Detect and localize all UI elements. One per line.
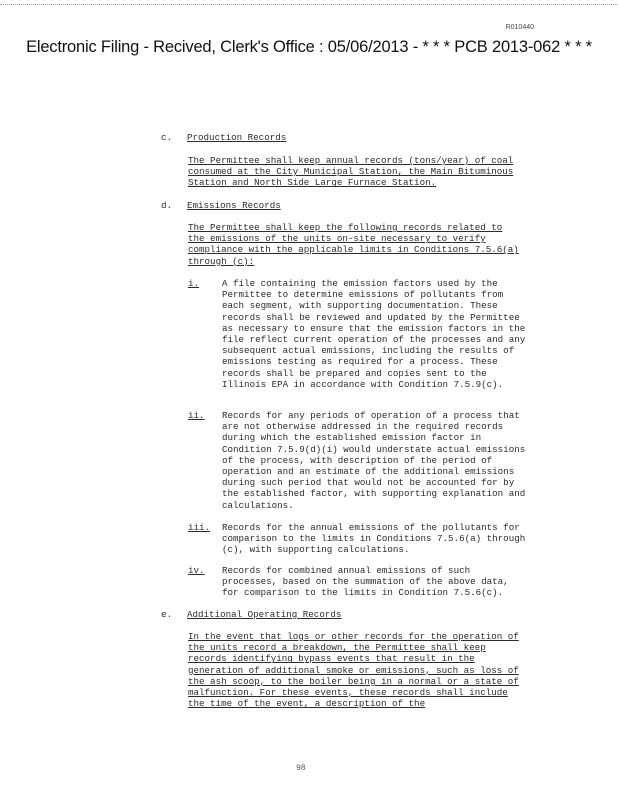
section-text: The Permittee shall keep the following records related to the emissions of the units on-site necessary to verify compliance with the applicable limits in Conditions 7.5.6(a) through (c): (188, 222, 519, 267)
item-numeral: i. (188, 278, 200, 289)
list-item (188, 565, 528, 605)
page-id: R010440 (505, 24, 534, 31)
item-numeral: ii. (188, 410, 205, 421)
section-number: d. (161, 200, 173, 211)
filing-stamp: Electronic Filing - Recived, Clerk's Office : 05/06/2013 - * * * PCB 2013-062 * * * (26, 38, 592, 56)
item-numeral: iv. (188, 565, 205, 576)
item-text: Records for the annual emissions of the pollutants for comparison to the limits in Conditions 7.5.6(a) through (c), with supporting calculations. (222, 522, 526, 556)
section-header-additional (161, 609, 341, 620)
list-item (188, 522, 528, 562)
section-title: Emissions Records (187, 200, 281, 211)
item-text: Records for any periods of operation of a process that are not otherwise addressed in the required records during which the established emission factor in Condition 7.5.9(d)(i) would understate actual emissions of the process, with description of the period of operation and an estimate of the additional emissions during such period that would not be accounted for by the established factor, with supporting explanation and calculations. (222, 410, 526, 511)
section-text: In the event that logs or other records for the operation of the units record a breakdown, the Permittee shall keep records identifying bypass events that result in the generation of additional smoke or emissions, such as loss of the ash scoop, to the boiler being in a normal or a state of malfunction. For these events, these records shall include the time of the event, a description of the (188, 631, 519, 710)
section-number: c. (161, 132, 173, 143)
section-body-emissions (188, 222, 523, 267)
section-number: e. (161, 609, 173, 620)
section-body-production (188, 155, 518, 189)
section-header-emissions (161, 200, 281, 211)
item-text: A file containing the emission factors used by the Permittee to determine emissions of pollutants from each segment, with supporting documentation. These records shall be reviewed and updated by the Permittee as necessary to ensure that the emission factors in the file reflect current operation of the processes and any subsequent actual emissions, including the results of emissions testing as required for a process. These records shall be prepared and copies sent to the Illinois EPA in accordance with Condition 7.5.9(c). (222, 278, 526, 390)
section-body-additional (188, 631, 528, 709)
page-number: 98 (296, 764, 306, 773)
section-title: Production Records (187, 132, 287, 143)
item-text: Records for combined annual emissions of such processes, based on the summation of the above data, for comparison to the limits in Condition 7.5.6(c). (222, 565, 509, 599)
list-item (188, 410, 528, 520)
list-item (188, 278, 528, 408)
item-numeral: iii. (188, 522, 211, 533)
section-title: Additional Operating Records (187, 609, 342, 620)
section-text: The Permittee shall keep annual records (tons/year) of coal consumed at the City Municipal Station, the Main Bituminous Station and North Side Large Furnace Station. (188, 155, 514, 189)
section-header-production (161, 132, 286, 143)
